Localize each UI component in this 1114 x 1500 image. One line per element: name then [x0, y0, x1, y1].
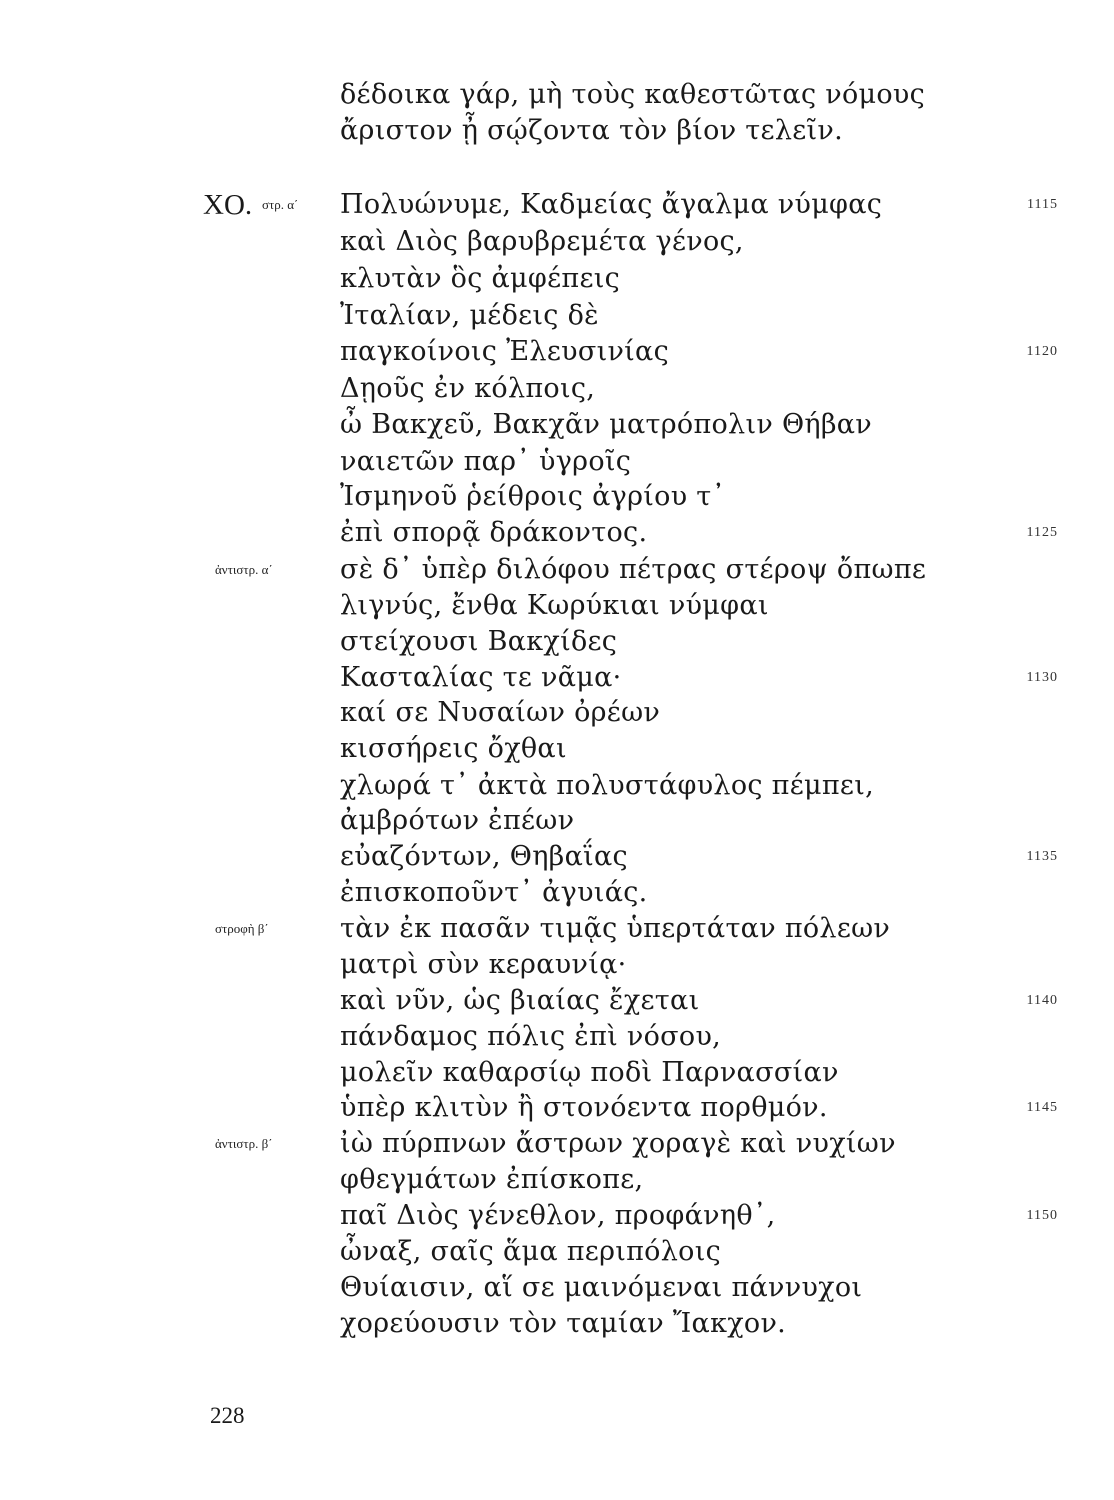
- verse-line: [0, 297, 1114, 335]
- line-number: 1140: [1026, 993, 1058, 1008]
- verse-line: [0, 874, 1114, 912]
- verse-line: [0, 1269, 1114, 1307]
- verse-line: [0, 1233, 1114, 1271]
- intro-line: [0, 112, 1114, 150]
- verse-line: [0, 982, 1114, 1020]
- verse-line: [0, 802, 1114, 840]
- verse-line: [0, 1125, 1114, 1163]
- verse-line: [0, 223, 1114, 261]
- verse-text: ὦ Βακχεῦ, Βακχᾶν ματρόπολιν Θήβαν: [340, 409, 873, 440]
- verse-line: [0, 1197, 1114, 1235]
- verse-text: ἐπισκοποῦντ᾽ ἀγυιάς.: [340, 877, 648, 908]
- verse-line: [0, 370, 1114, 408]
- verse-line: [0, 694, 1114, 732]
- verse-text: παῖ Διὸς γένεθλον, προφάνηθ᾽,: [340, 1200, 776, 1231]
- line-number: 1145: [1026, 1100, 1058, 1115]
- page-number: 228: [210, 1403, 245, 1428]
- verse-text: ἐπὶ σπορᾷ δράκοντος.: [340, 517, 648, 548]
- verse-text: μολεῖν καθαρσίῳ ποδὶ Παρνασσίαν: [340, 1057, 839, 1088]
- verse-text: καὶ Διὸς βαρυβρεμέτα γένος,: [340, 226, 744, 257]
- verse-line: [0, 443, 1114, 481]
- verse-text: ἰὼ πύρπνων ἄστρων χοραγὲ καὶ νυχίων: [340, 1128, 896, 1159]
- verse-line: [0, 1161, 1114, 1199]
- line-number: 1115: [1027, 197, 1058, 212]
- verse-line: [0, 1054, 1114, 1092]
- verse-line: [0, 1089, 1114, 1127]
- verse-text: πάνδαμος πόλις ἐπὶ νόσου,: [340, 1021, 722, 1052]
- verse-line: [0, 551, 1114, 589]
- strophe-label: στροφὴ β΄: [215, 921, 269, 936]
- verse-text: καί σε Νυσαίων ὀρέων: [340, 697, 661, 728]
- verse-line: [0, 478, 1114, 516]
- verse-text: Ἰταλίαν, μέδεις δὲ: [340, 300, 599, 331]
- verse-text: κισσήρεις ὄχθαι: [340, 733, 567, 764]
- line-number: 1135: [1026, 849, 1058, 864]
- verse-line: [0, 587, 1114, 625]
- verse-text: παγκοίνοις Ἐλευσινίας: [340, 336, 670, 367]
- verse-line: [0, 1018, 1114, 1056]
- line-number: 1120: [1026, 344, 1058, 359]
- verse-text: κλυτὰν ὃς ἀμφέπεις: [340, 263, 621, 294]
- verse-line: [0, 260, 1114, 298]
- verse-line: [0, 333, 1114, 371]
- verse-line: [0, 946, 1114, 984]
- verse-text: καὶ νῦν, ὡς βιαίας ἔχεται: [340, 985, 700, 1016]
- intro-line: [0, 76, 1114, 114]
- verse-line: [0, 406, 1114, 444]
- verse-text: χλωρά τ᾽ ἀκτὰ πολυστάφυλος πέμπει,: [340, 770, 874, 801]
- verse-text: ἄριστον ᾖ σῴζοντα τὸν βίον τελεῖν.: [340, 115, 844, 146]
- verse-line: [0, 910, 1114, 948]
- verse-line: [0, 767, 1114, 805]
- line-number: 1125: [1026, 525, 1058, 540]
- verse-text: Ἰσμηνοῦ ῥείθροις ἀγρίου τ᾽: [340, 481, 726, 512]
- strophe-label: στρ. α΄: [262, 197, 299, 212]
- verse-line: [0, 838, 1114, 876]
- line-number: 1150: [1026, 1208, 1058, 1223]
- antistrophe-label: ἀντιστρ. β΄: [215, 1136, 273, 1151]
- verse-text: ὑπὲρ κλιτὺν ἢ στονόεντα πορθμόν.: [340, 1092, 828, 1123]
- verse-text: δέδοικα γάρ, μὴ τοὺς καθεστῶτας νόμους: [340, 79, 926, 110]
- verse-text: φθεγμάτων ἐπίσκοπε,: [340, 1164, 644, 1195]
- verse-line: [0, 514, 1114, 552]
- verse-text: εὐαζόντων, Θηβαΐας: [340, 841, 628, 872]
- verse-line: [0, 186, 1114, 224]
- verse-line: [0, 659, 1114, 697]
- verse-text: χορεύουσιν τὸν ταμίαν Ἴακχον.: [340, 1308, 787, 1339]
- verse-text: στείχουσι Βακχίδες: [340, 626, 618, 657]
- line-number: 1130: [1026, 670, 1058, 685]
- verse-text: ναιετῶν παρ᾽ ὑγροῖς: [340, 446, 632, 477]
- verse-text: Δῃοῦς ἐν κόλποις,: [340, 373, 596, 404]
- verse-line: [0, 730, 1114, 768]
- verse-line: [0, 623, 1114, 661]
- verse-text: τὰν ἐκ πασᾶν τιμᾷς ὑπερτάταν πόλεων: [340, 913, 891, 944]
- verse-text: Πολυώνυμε, Καδμείας ἄγαλμα νύμφας: [340, 189, 883, 220]
- verse-line: [0, 1305, 1114, 1343]
- verse-text: λιγνύς, ἔνθα Κωρύκιαι νύμφαι: [340, 590, 769, 621]
- verse-text: Κασταλίας τε νᾶμα·: [340, 662, 622, 693]
- antistrophe-label: ἀντιστρ. α΄: [215, 562, 273, 577]
- verse-text: σὲ δ᾽ ὑπὲρ διλόφου πέτρας στέροψ ὄπωπε: [340, 554, 927, 585]
- verse-text: ἀμβρότων ἐπέων: [340, 805, 575, 836]
- speaker-label: ΧΟ.: [203, 189, 253, 221]
- verse-text: ὦναξ, σαῖς ἅμα περιπόλοις: [340, 1236, 722, 1267]
- verse-text: ματρὶ σὺν κεραυνίᾳ·: [340, 949, 627, 980]
- verse-text: Θυίαισιν, αἵ σε μαινόμεναι πάννυχοι: [340, 1272, 863, 1303]
